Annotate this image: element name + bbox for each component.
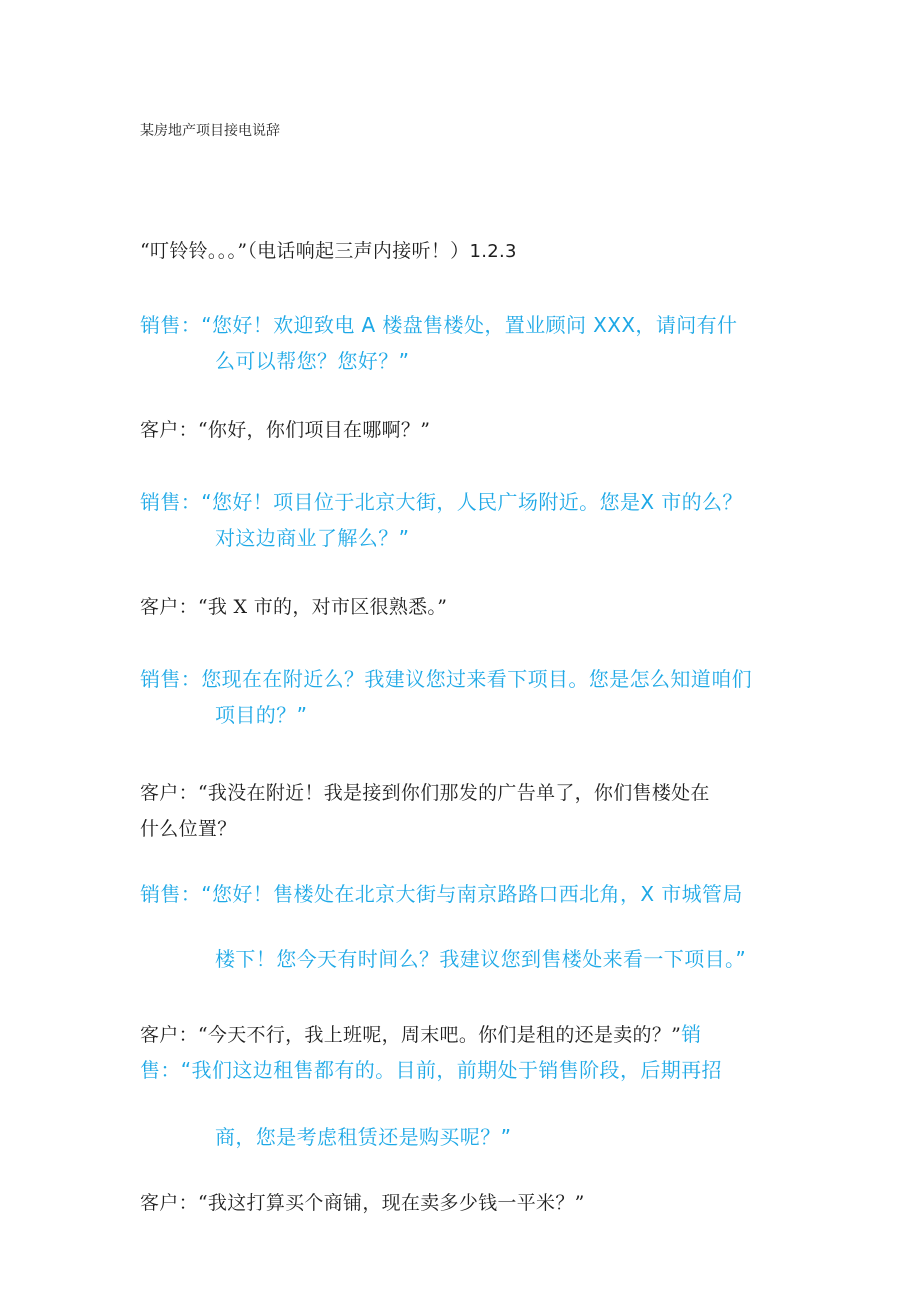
sales-line-3a: 销售：您现在在附近么？我建议您过来看下项目。您是怎么知道咱们: [140, 667, 752, 691]
sales-line-5b: 商，您是考虑租赁还是购买呢？”: [215, 1125, 512, 1149]
customer-line-2: 客户：“我 X 市的，对市区很熟悉。”: [140, 596, 448, 618]
sales-line-4a: 销售：“您好！售楼处在北京大街与南京路路口西北角，X 市城管局: [140, 882, 743, 906]
sales-line-1b: 么可以帮您？您好？”: [215, 349, 410, 373]
sales-line-1a: 销售：“您好！欢迎致电 A 楼盘售楼处，置业顾问 XXX，请问有什: [140, 313, 738, 337]
ring-text: “叮铃铃。。。”（电话响起三声内接听！）: [140, 240, 470, 262]
customer-line-4-text: 客户：“今天不行，我上班呢，周末吧。你们是租的还是卖的？”: [140, 1024, 682, 1046]
sales-line-4b: 楼下！您今天有时间么？我建议您到售楼处来看一下项目。”: [215, 947, 747, 971]
document-title: 某房地产项目接电说辞: [140, 123, 280, 139]
sales-line-3b: 项目的？”: [215, 703, 308, 727]
customer-line-3b: 什么位置？: [140, 818, 237, 840]
sales-line-2b: 对这边商业了解么？”: [215, 526, 410, 550]
sales-line-2a: 销售：“您好！项目位于北京大街，人民广场附近。您是X 市的么？: [140, 490, 743, 514]
customer-line-3a: 客户：“我没在附近！我是接到你们那发的广告单了，你们售楼处在: [140, 782, 710, 804]
customer-line-4: [140, 1018, 701, 1047]
sales-line-5a: 售：“我们这边租售都有的。目前，前期处于销售阶段，后期再招: [140, 1058, 722, 1082]
sales-line-5-start: 销: [681, 1022, 702, 1046]
ring-numbers: 1.2.3: [469, 241, 517, 262]
customer-line-1: 客户：“你好，你们项目在哪啊？”: [140, 419, 431, 441]
customer-line-5: 客户：“我这打算买个商铺，现在卖多少钱一平米？”: [140, 1192, 585, 1214]
ring-line: [140, 236, 517, 263]
